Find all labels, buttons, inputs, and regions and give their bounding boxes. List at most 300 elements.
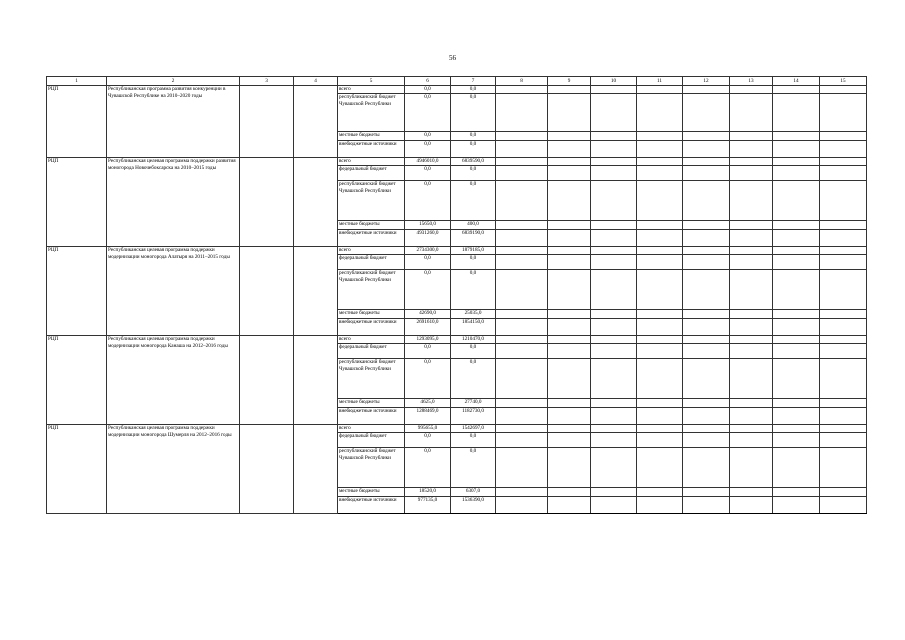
funding-source: местные бюджеты [338, 310, 405, 319]
empty-cell-col-15 [820, 94, 867, 132]
empty-cell-col-10 [591, 408, 637, 425]
empty-cell-col-11 [637, 132, 683, 141]
empty-cell-col-8 [496, 310, 548, 319]
empty-cell-col-9 [548, 166, 591, 181]
empty-cell-col-8 [496, 94, 548, 132]
empty-cell-col-14 [773, 230, 820, 247]
value-v7: 400,0 [451, 221, 496, 230]
column-header-7: 7 [451, 77, 496, 86]
program-code: РЦП [47, 158, 107, 247]
empty-cell-col-15 [820, 448, 867, 488]
empty-cell-col-15 [820, 425, 867, 433]
empty-cell-col-12 [683, 336, 730, 344]
empty-cell-col-13 [730, 141, 773, 158]
empty-cell-col-14 [773, 166, 820, 181]
empty-cell-col-8 [496, 408, 548, 425]
value-v7: 6839190,0 [451, 230, 496, 247]
empty-cell-col-11 [637, 141, 683, 158]
empty-cell-col-14 [773, 255, 820, 270]
value-v7: 6307,0 [451, 488, 496, 497]
empty-cell-col-13 [730, 448, 773, 488]
funding-source: республиканский бюджет Чувашской Республики [338, 270, 405, 310]
funding-source: всего [338, 158, 405, 166]
value-v6: 4931260,0 [405, 230, 451, 247]
funding-source: внебюджетные источники [338, 319, 405, 336]
empty-cell-col-9 [548, 344, 591, 359]
table-body [47, 86, 867, 514]
empty-cell-col-10 [591, 399, 637, 408]
funding-source: республиканский бюджет Чувашской Республики [338, 448, 405, 488]
empty-cell-col-10 [591, 141, 637, 158]
empty-cell-col-11 [637, 399, 683, 408]
column-header-5: 5 [338, 77, 405, 86]
empty-cell-col-4 [294, 247, 338, 336]
empty-cell-col-9 [548, 230, 591, 247]
empty-cell-col-11 [637, 310, 683, 319]
empty-cell-col-10 [591, 488, 637, 497]
value-v7: 1536390,0 [451, 497, 496, 514]
empty-cell-col-15 [820, 497, 867, 514]
empty-cell-col-12 [683, 433, 730, 448]
value-v6: 977135,0 [405, 497, 451, 514]
program-code: РЦП [47, 336, 107, 425]
empty-cell-col-12 [683, 158, 730, 166]
empty-cell-col-13 [730, 94, 773, 132]
empty-cell-col-13 [730, 488, 773, 497]
empty-cell-col-9 [548, 433, 591, 448]
funding-source: местные бюджеты [338, 399, 405, 408]
value-v7: 1182730,0 [451, 408, 496, 425]
value-v7: 0,0 [451, 359, 496, 399]
empty-cell-col-14 [773, 181, 820, 221]
empty-cell-col-11 [637, 181, 683, 221]
empty-cell-col-13 [730, 86, 773, 94]
empty-cell-col-14 [773, 359, 820, 399]
empty-cell-col-11 [637, 433, 683, 448]
empty-cell-col-11 [637, 166, 683, 181]
empty-cell-col-14 [773, 344, 820, 359]
empty-cell-col-12 [683, 310, 730, 319]
empty-cell-col-10 [591, 310, 637, 319]
empty-cell-col-14 [773, 132, 820, 141]
empty-cell-col-14 [773, 310, 820, 319]
empty-cell-col-12 [683, 221, 730, 230]
empty-cell-col-13 [730, 310, 773, 319]
empty-cell-col-12 [683, 94, 730, 132]
empty-cell-col-15 [820, 158, 867, 166]
empty-cell-col-13 [730, 408, 773, 425]
empty-cell-col-12 [683, 255, 730, 270]
funding-source: внебюджетные источники [338, 141, 405, 158]
empty-cell-col-8 [496, 132, 548, 141]
empty-cell-col-9 [548, 247, 591, 255]
empty-cell-col-8 [496, 255, 548, 270]
empty-cell-col-14 [773, 425, 820, 433]
column-header-4: 4 [294, 77, 338, 86]
empty-cell-col-13 [730, 132, 773, 141]
empty-cell-col-15 [820, 488, 867, 497]
empty-cell-col-10 [591, 448, 637, 488]
empty-cell-col-11 [637, 497, 683, 514]
column-header-2: 2 [107, 77, 240, 86]
value-v7: 0,0 [451, 141, 496, 158]
empty-cell-col-10 [591, 344, 637, 359]
empty-cell-col-9 [548, 132, 591, 141]
empty-cell-col-10 [591, 166, 637, 181]
program-name: Республиканская целевая программа поддержки модернизации моногорода Шумерля на 2012–2016 годы [107, 425, 240, 514]
table-header [47, 77, 867, 86]
empty-cell-col-12 [683, 230, 730, 247]
empty-cell-col-15 [820, 433, 867, 448]
empty-cell-col-12 [683, 181, 730, 221]
empty-cell-col-12 [683, 359, 730, 399]
empty-cell-col-8 [496, 488, 548, 497]
funding-source: внебюджетные источники [338, 497, 405, 514]
empty-cell-col-13 [730, 255, 773, 270]
value-v7: 0,0 [451, 448, 496, 488]
empty-cell-col-15 [820, 399, 867, 408]
funding-source: внебюджетные источники [338, 408, 405, 425]
empty-cell-col-15 [820, 221, 867, 230]
empty-cell-col-11 [637, 448, 683, 488]
empty-cell-col-14 [773, 94, 820, 132]
empty-cell-col-9 [548, 310, 591, 319]
empty-cell-col-15 [820, 336, 867, 344]
empty-cell-col-10 [591, 181, 637, 221]
empty-cell-col-10 [591, 221, 637, 230]
empty-cell-col-12 [683, 319, 730, 336]
empty-cell-col-9 [548, 181, 591, 221]
empty-cell-col-8 [496, 433, 548, 448]
value-v7: 0,0 [451, 86, 496, 94]
funding-source: местные бюджеты [338, 488, 405, 497]
empty-cell-col-9 [548, 497, 591, 514]
budget-table [46, 76, 867, 514]
empty-cell-col-13 [730, 497, 773, 514]
empty-cell-col-14 [773, 86, 820, 94]
value-v6: 0,0 [405, 86, 451, 94]
empty-cell-col-9 [548, 425, 591, 433]
empty-cell-col-14 [773, 448, 820, 488]
funding-source: местные бюджеты [338, 132, 405, 141]
value-v7: 0,0 [451, 181, 496, 221]
empty-cell-col-12 [683, 399, 730, 408]
empty-cell-col-15 [820, 247, 867, 255]
empty-cell-col-8 [496, 336, 548, 344]
program-code: РЦП [47, 425, 107, 514]
empty-cell-col-11 [637, 488, 683, 497]
empty-cell-col-15 [820, 344, 867, 359]
value-v6: 1288469,0 [405, 408, 451, 425]
value-v6: 2691610,0 [405, 319, 451, 336]
empty-cell-col-9 [548, 94, 591, 132]
funding-source: республиканский бюджет Чувашской Республики [338, 181, 405, 221]
empty-cell-col-8 [496, 359, 548, 399]
value-v6: 0,0 [405, 255, 451, 270]
empty-cell-col-14 [773, 221, 820, 230]
empty-cell-col-13 [730, 425, 773, 433]
empty-cell-col-9 [548, 158, 591, 166]
empty-cell-col-15 [820, 86, 867, 94]
empty-cell-col-4 [294, 158, 338, 247]
value-v6: 42690,0 [405, 310, 451, 319]
empty-cell-col-8 [496, 448, 548, 488]
funding-source: всего [338, 247, 405, 255]
value-v6: 0,0 [405, 270, 451, 310]
value-v7: 27740,0 [451, 399, 496, 408]
value-v7: 1542697,0 [451, 425, 496, 433]
empty-cell-col-15 [820, 359, 867, 399]
empty-cell-col-12 [683, 132, 730, 141]
table-row [47, 336, 867, 344]
empty-cell-col-9 [548, 359, 591, 399]
empty-cell-col-9 [548, 255, 591, 270]
empty-cell-col-13 [730, 181, 773, 221]
empty-cell-col-10 [591, 319, 637, 336]
column-header-6: 6 [405, 77, 451, 86]
empty-cell-col-11 [637, 359, 683, 399]
table-row [47, 86, 867, 94]
value-v7: 1210470,0 [451, 336, 496, 344]
funding-source: федеральный бюджет [338, 166, 405, 181]
empty-cell-col-12 [683, 497, 730, 514]
empty-cell-col-10 [591, 433, 637, 448]
column-header-11: 11 [637, 77, 683, 86]
empty-cell-col-9 [548, 408, 591, 425]
value-v7: 0,0 [451, 433, 496, 448]
column-header-3: 3 [240, 77, 294, 86]
empty-cell-col-13 [730, 270, 773, 310]
empty-cell-col-4 [294, 336, 338, 425]
empty-cell-col-10 [591, 247, 637, 255]
empty-cell-col-3 [240, 247, 294, 336]
funding-source: всего [338, 336, 405, 344]
value-v6: 0,0 [405, 344, 451, 359]
empty-cell-col-8 [496, 344, 548, 359]
empty-cell-col-9 [548, 221, 591, 230]
value-v6: 0,0 [405, 166, 451, 181]
empty-cell-col-11 [637, 425, 683, 433]
empty-cell-col-12 [683, 141, 730, 158]
empty-cell-col-13 [730, 166, 773, 181]
value-v7: 1854150,0 [451, 319, 496, 336]
empty-cell-col-4 [294, 425, 338, 514]
empty-cell-col-11 [637, 255, 683, 270]
empty-cell-col-3 [240, 336, 294, 425]
empty-cell-col-8 [496, 399, 548, 408]
column-header-13: 13 [730, 77, 773, 86]
empty-cell-col-10 [591, 230, 637, 247]
column-header-12: 12 [683, 77, 730, 86]
empty-cell-col-15 [820, 408, 867, 425]
empty-cell-col-15 [820, 270, 867, 310]
empty-cell-col-8 [496, 319, 548, 336]
empty-cell-col-12 [683, 488, 730, 497]
value-v6: 15650,0 [405, 221, 451, 230]
empty-cell-col-12 [683, 86, 730, 94]
empty-cell-col-13 [730, 247, 773, 255]
column-header-15: 15 [820, 77, 867, 86]
empty-cell-col-11 [637, 336, 683, 344]
empty-cell-col-13 [730, 230, 773, 247]
empty-cell-col-8 [496, 158, 548, 166]
empty-cell-col-11 [637, 270, 683, 310]
empty-cell-col-12 [683, 270, 730, 310]
value-v7: 25035,0 [451, 310, 496, 319]
empty-cell-col-12 [683, 344, 730, 359]
empty-cell-col-15 [820, 255, 867, 270]
empty-cell-col-14 [773, 319, 820, 336]
empty-cell-col-13 [730, 319, 773, 336]
program-code: РЦП [47, 86, 107, 158]
value-v6: 0,0 [405, 132, 451, 141]
empty-cell-col-8 [496, 141, 548, 158]
empty-cell-col-11 [637, 344, 683, 359]
empty-cell-col-15 [820, 132, 867, 141]
column-header-9: 9 [548, 77, 591, 86]
empty-cell-col-10 [591, 132, 637, 141]
program-name: Республиканская целевая программа поддержки модернизации моногорода Канаша на 2012–2016 годы [107, 336, 240, 425]
value-v7: 0,0 [451, 344, 496, 359]
empty-cell-col-3 [240, 158, 294, 247]
funding-source: всего [338, 425, 405, 433]
empty-cell-col-8 [496, 166, 548, 181]
empty-cell-col-13 [730, 359, 773, 399]
empty-cell-col-15 [820, 310, 867, 319]
empty-cell-col-9 [548, 319, 591, 336]
empty-cell-col-9 [548, 399, 591, 408]
empty-cell-col-12 [683, 425, 730, 433]
value-v6: 2734300,0 [405, 247, 451, 255]
column-header-14: 14 [773, 77, 820, 86]
empty-cell-col-14 [773, 497, 820, 514]
empty-cell-col-13 [730, 433, 773, 448]
value-v6: 0,0 [405, 359, 451, 399]
value-v7: 0,0 [451, 166, 496, 181]
value-v6: 4625,0 [405, 399, 451, 408]
empty-cell-col-11 [637, 319, 683, 336]
empty-cell-col-10 [591, 270, 637, 310]
empty-cell-col-13 [730, 344, 773, 359]
value-v7: 0,0 [451, 255, 496, 270]
empty-cell-col-11 [637, 247, 683, 255]
empty-cell-col-12 [683, 408, 730, 425]
table-row [47, 247, 867, 255]
value-v6: 0,0 [405, 433, 451, 448]
column-header-1: 1 [47, 77, 107, 86]
program-name: Республиканская программа развития конкуренции в Чувашской Республике на 2010–2020 годы [107, 86, 240, 158]
empty-cell-col-11 [637, 86, 683, 94]
funding-source: федеральный бюджет [338, 255, 405, 270]
column-header-8: 8 [496, 77, 548, 86]
empty-cell-col-9 [548, 488, 591, 497]
empty-cell-col-13 [730, 158, 773, 166]
value-v6: 995655,0 [405, 425, 451, 433]
header-row [47, 77, 867, 86]
empty-cell-col-3 [240, 86, 294, 158]
empty-cell-col-12 [683, 448, 730, 488]
empty-cell-col-8 [496, 497, 548, 514]
value-v7: 1879185,0 [451, 247, 496, 255]
empty-cell-col-14 [773, 270, 820, 310]
empty-cell-col-15 [820, 319, 867, 336]
empty-cell-col-9 [548, 448, 591, 488]
value-v6: 0,0 [405, 448, 451, 488]
value-v7: 0,0 [451, 132, 496, 141]
value-v6: 0,0 [405, 141, 451, 158]
empty-cell-col-9 [548, 86, 591, 94]
empty-cell-col-14 [773, 488, 820, 497]
empty-cell-col-10 [591, 86, 637, 94]
funding-source: республиканский бюджет Чувашской Республики [338, 94, 405, 132]
empty-cell-col-10 [591, 336, 637, 344]
empty-cell-col-11 [637, 230, 683, 247]
empty-cell-col-15 [820, 141, 867, 158]
empty-cell-col-10 [591, 359, 637, 399]
empty-cell-col-15 [820, 166, 867, 181]
value-v6: 0,0 [405, 94, 451, 132]
value-v6: 4946010,0 [405, 158, 451, 166]
empty-cell-col-13 [730, 221, 773, 230]
empty-cell-col-14 [773, 408, 820, 425]
empty-cell-col-14 [773, 399, 820, 408]
funding-source: федеральный бюджет [338, 433, 405, 448]
funding-source: внебюджетные источники [338, 230, 405, 247]
table-row [47, 425, 867, 433]
column-header-10: 10 [591, 77, 637, 86]
empty-cell-col-11 [637, 221, 683, 230]
empty-cell-col-15 [820, 181, 867, 221]
empty-cell-col-13 [730, 336, 773, 344]
empty-cell-col-8 [496, 425, 548, 433]
empty-cell-col-10 [591, 158, 637, 166]
empty-cell-col-10 [591, 497, 637, 514]
empty-cell-col-8 [496, 86, 548, 94]
value-v6: 1293095,0 [405, 336, 451, 344]
empty-cell-col-12 [683, 166, 730, 181]
empty-cell-col-10 [591, 425, 637, 433]
empty-cell-col-4 [294, 86, 338, 158]
empty-cell-col-3 [240, 425, 294, 514]
table-row [47, 158, 867, 166]
program-name: Республиканская целевая программа поддержки модернизации моногорода Алатыря на 2011–2015 годы [107, 247, 240, 336]
empty-cell-col-10 [591, 94, 637, 132]
empty-cell-col-14 [773, 141, 820, 158]
empty-cell-col-14 [773, 158, 820, 166]
empty-cell-col-11 [637, 94, 683, 132]
empty-cell-col-14 [773, 247, 820, 255]
empty-cell-col-9 [548, 270, 591, 310]
empty-cell-col-9 [548, 336, 591, 344]
empty-cell-col-9 [548, 141, 591, 158]
page-number: 56 [449, 54, 456, 62]
value-v7: 6839590,0 [451, 158, 496, 166]
program-code: РЦП [47, 247, 107, 336]
funding-source: федеральный бюджет [338, 344, 405, 359]
empty-cell-col-8 [496, 270, 548, 310]
empty-cell-col-8 [496, 230, 548, 247]
value-v7: 0,0 [451, 94, 496, 132]
empty-cell-col-8 [496, 221, 548, 230]
value-v6: 18520,0 [405, 488, 451, 497]
value-v6: 0,0 [405, 181, 451, 221]
empty-cell-col-14 [773, 336, 820, 344]
empty-cell-col-8 [496, 181, 548, 221]
empty-cell-col-14 [773, 433, 820, 448]
empty-cell-col-8 [496, 247, 548, 255]
funding-source: местные бюджеты [338, 221, 405, 230]
program-name: Республиканская целевая программа поддержки развития моногорода Новочебоксарска на 2010–2015 годы [107, 158, 240, 247]
